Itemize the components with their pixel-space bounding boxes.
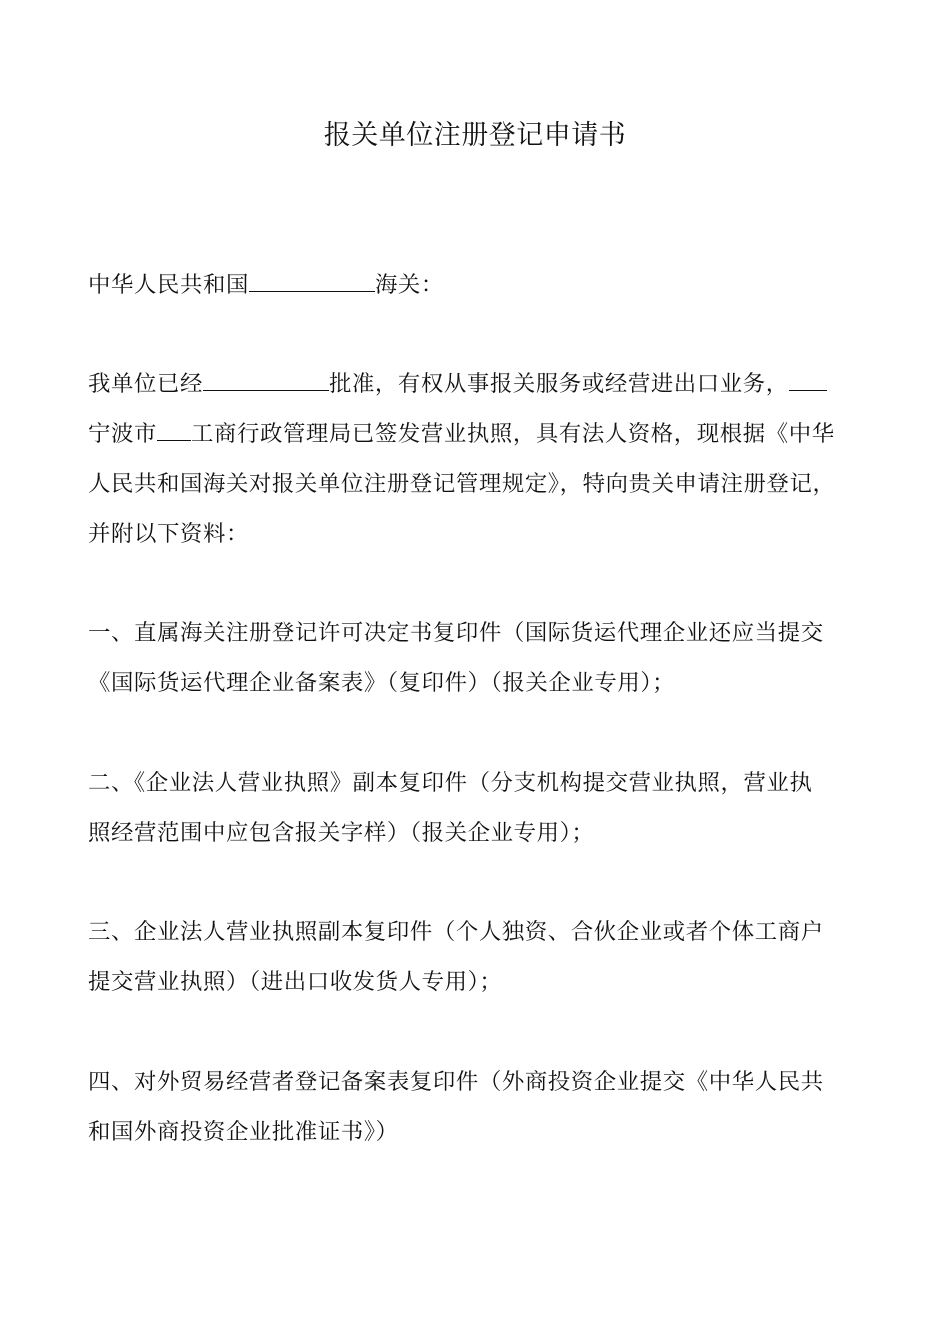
- salutation-prefix: 中华人民共和国: [88, 272, 249, 298]
- approver-blank: [203, 366, 329, 391]
- list-item: [88, 758, 888, 858]
- intro-line3: 人民共和国海关对报关单位注册登记管理规定》，特向贵关申请注册登记，: [88, 471, 836, 497]
- customs-name-blank: [249, 267, 375, 292]
- item-2-line1: 二、《企业法人营业执照》副本复印件（分支机构提交营业执照，营业执: [88, 770, 813, 796]
- item-1-line2: 《国际货运代理企业备案表》（复印件）（报关企业专用）；: [88, 670, 676, 696]
- document-title: 报关单位注册登记申请书: [323, 120, 627, 151]
- item-4-line1: 四、对外贸易经营者登记备案表复印件（外商投资企业提交《中华人民共: [88, 1069, 824, 1095]
- intro-line2-b: 工商行政管理局已签发营业执照，具有法人资格，现根据《中华: [190, 421, 835, 447]
- item-3-line1: 三、企业法人营业执照副本复印件（个人独资、合伙企业或者个体工商户: [88, 919, 824, 945]
- item-4-line2: 和国外商投资企业批准证书》）: [88, 1119, 399, 1145]
- intro-line1-b: 批准，有权从事报关服务或经营进出口业务，: [328, 371, 789, 397]
- intro-line1-a: 我单位已经: [88, 371, 203, 397]
- intro-line2-a: 宁波市: [88, 421, 157, 447]
- intro-line4: 并附以下资料：: [88, 521, 249, 547]
- salutation-suffix: 海关：: [374, 272, 444, 298]
- item-3-line2: 提交营业执照）（进出口收发货人专用）；: [88, 969, 503, 995]
- list-item: [88, 907, 888, 1007]
- item-2-line2: 照经营范围中应包含报关字样）（报关企业专用）；: [88, 820, 595, 846]
- salutation: [88, 260, 888, 310]
- city-blank: [157, 416, 191, 441]
- intro-end-blank: [789, 366, 827, 391]
- list-item: [88, 1057, 888, 1157]
- list-item: [88, 608, 888, 708]
- intro-paragraph: [88, 359, 888, 559]
- item-1-line1: 一、直属海关注册登记许可决定书复印件（国际货运代理企业还应当提交: [88, 620, 824, 646]
